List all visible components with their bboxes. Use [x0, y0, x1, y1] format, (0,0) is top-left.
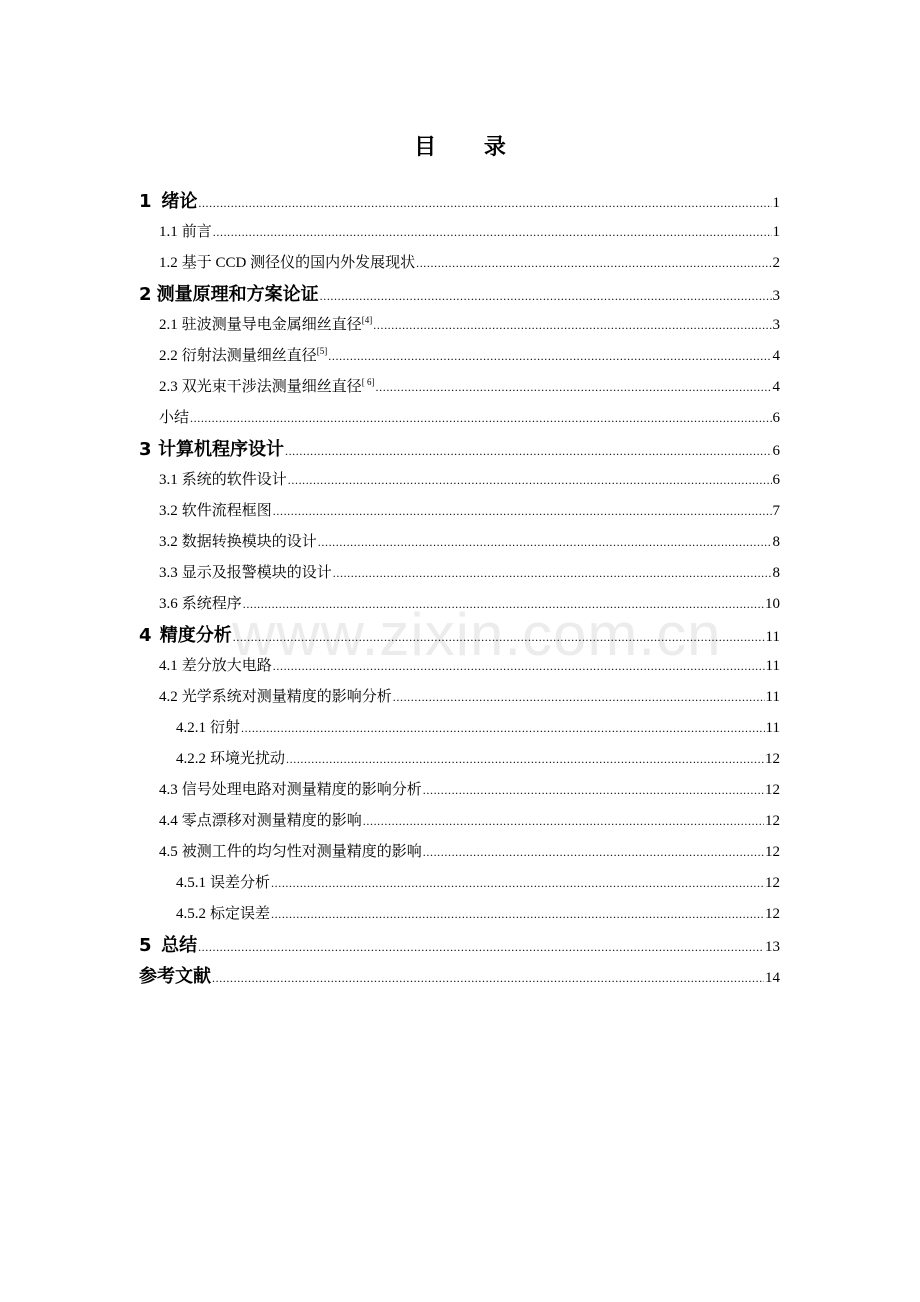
- toc-entry-title-text: 测量原理和方案论证: [156, 284, 319, 305]
- toc-entry-title: [161, 186, 197, 217]
- dot-leader: [241, 713, 765, 744]
- toc-entry-number: 4.5: [159, 844, 178, 860]
- toc-entry-title: [182, 651, 272, 682]
- toc-entry-title-text: 参考文献: [139, 966, 211, 987]
- toc-entry[interactable]: [139, 961, 780, 992]
- toc-entry-title: [210, 713, 240, 744]
- dot-leader: [213, 217, 772, 248]
- toc-entry-page-number: 13: [765, 939, 780, 955]
- toc-entry[interactable]: [139, 837, 780, 868]
- toc-entry-title-text: 误差分析: [210, 875, 271, 891]
- dot-leader: [416, 248, 771, 279]
- toc-entry[interactable]: [139, 465, 780, 496]
- toc-entry-title: [182, 496, 272, 527]
- toc-entry-title-text: 光学系统对测量精度的影响分析: [181, 689, 392, 705]
- toc-entry-number: 3.2: [159, 503, 178, 519]
- toc-entry-number: 1: [139, 191, 152, 212]
- toc-entry-title: [159, 403, 189, 434]
- toc-entry-title: [182, 465, 287, 496]
- toc-entry-title-text: 衍射法测量细丝直径: [181, 348, 317, 364]
- toc-entry[interactable]: [139, 775, 780, 806]
- toc-entry[interactable]: [139, 558, 780, 589]
- toc-entry-title-text: 双光束干涉法测量细丝直径: [181, 379, 362, 395]
- dot-leader: [333, 558, 772, 589]
- toc-entry-title: [182, 775, 422, 806]
- toc-entry[interactable]: [139, 806, 780, 837]
- dot-leader: [288, 465, 772, 496]
- toc-entry-number: 4.1: [159, 658, 178, 674]
- dot-leader: [271, 868, 764, 899]
- toc-entry-title: [182, 589, 242, 620]
- toc-entry-title: [210, 744, 285, 775]
- toc-entry-page-number: 10: [765, 596, 780, 612]
- toc-entry-page-number: 8: [772, 534, 780, 550]
- toc-entry-number: 2.1: [159, 317, 178, 333]
- toc-entry-title: [182, 527, 317, 558]
- toc-entry-page-number: 11: [765, 629, 780, 645]
- dot-leader: [273, 651, 765, 682]
- toc-entry-title: [139, 961, 211, 992]
- toc-entry-title: [182, 217, 212, 248]
- toc-entry-number: 4.3: [159, 782, 178, 798]
- toc-entry-title: [182, 558, 332, 589]
- toc-entry-title-text: 软件流程框图: [181, 503, 272, 519]
- dot-leader: [423, 837, 764, 868]
- toc-entry-title: [182, 372, 375, 403]
- toc-entry-title-text: 精度分析: [159, 625, 232, 646]
- toc-entry-page-number: 11: [765, 658, 780, 674]
- toc-entry[interactable]: [139, 589, 780, 620]
- dot-leader: [285, 436, 772, 467]
- dot-leader: [393, 682, 765, 713]
- toc-entry-title: [182, 837, 422, 868]
- dot-leader: [198, 188, 771, 219]
- toc-entry-page-number: 2: [772, 255, 780, 271]
- toc-entry[interactable]: [139, 899, 780, 930]
- toc-entry-title-text: 基于 CCD 测径仪的国内外发展现状: [181, 255, 416, 271]
- toc-entry[interactable]: [139, 651, 780, 682]
- dot-leader: [286, 744, 764, 775]
- toc-entry-number: 2.3: [159, 379, 178, 395]
- toc-entry-page-number: 1: [772, 195, 780, 211]
- toc-entry-title: [210, 868, 270, 899]
- toc-title: 目 录: [414, 135, 526, 160]
- toc-entry-title: [182, 248, 415, 279]
- dot-leader: [198, 932, 764, 963]
- toc-entry[interactable]: [139, 372, 780, 403]
- toc-entry-title-text: 绪论: [161, 191, 198, 212]
- toc-entry-title-text: 标定误差: [210, 906, 271, 922]
- toc-entry[interactable]: [139, 310, 780, 341]
- toc-entry-page-number: 12: [765, 782, 780, 798]
- dot-leader: [423, 775, 764, 806]
- toc-entry-number: 4.5.1: [176, 875, 206, 891]
- toc-entry[interactable]: [139, 527, 780, 558]
- toc-entry-page-number: 6: [772, 472, 780, 488]
- toc-entry-page-number: 3: [772, 288, 780, 304]
- toc-entry[interactable]: [139, 713, 780, 744]
- dot-leader: [318, 527, 772, 558]
- dot-leader: [190, 403, 771, 434]
- toc-entry-number: 1.1: [159, 224, 178, 240]
- toc-entry-page-number: 4: [772, 379, 780, 395]
- dot-leader: [363, 806, 764, 837]
- toc-entry-number: 5: [139, 935, 152, 956]
- toc-entry[interactable]: [139, 248, 780, 279]
- toc-list: [139, 186, 780, 992]
- dot-leader: [320, 281, 772, 312]
- toc-entry-page-number: 14: [765, 970, 780, 986]
- toc-entry-title-text: 计算机程序设计: [157, 439, 284, 460]
- dot-leader: [271, 899, 764, 930]
- toc-entry-page-number: 12: [765, 751, 780, 767]
- toc-entry-number: 2.2: [159, 348, 178, 364]
- toc-entry-title-text: 系统的软件设计: [181, 472, 287, 488]
- toc-entry-page-number: 6: [772, 410, 780, 426]
- toc-entry[interactable]: [139, 930, 780, 961]
- toc-entry-title: [182, 310, 373, 341]
- toc-entry-number: 4.4: [159, 813, 178, 829]
- toc-entry-number: 4.2.1: [176, 720, 206, 736]
- toc-entry[interactable]: [139, 403, 780, 434]
- toc-entry-page-number: 12: [765, 906, 780, 922]
- toc-entry-title: [161, 930, 197, 961]
- toc-entry-page-number: 12: [765, 813, 780, 829]
- toc-entry-number: 3.1: [159, 472, 178, 488]
- toc-entry-title-text: 总结: [161, 935, 198, 956]
- dot-leader: [376, 372, 772, 403]
- toc-entry-page-number: 1: [772, 224, 780, 240]
- toc-entry-title-text: 零点漂移对测量精度的影响: [181, 813, 362, 829]
- toc-entry[interactable]: [139, 868, 780, 899]
- dot-leader: [328, 341, 771, 372]
- toc-entry-title-text: 被测工件的均匀性对测量精度的影响: [181, 844, 422, 860]
- toc-entry-number: 4.2: [159, 689, 178, 705]
- toc-entry-number: 4.5.2: [176, 906, 206, 922]
- toc-entry-page-number: 12: [765, 844, 780, 860]
- toc-entry[interactable]: [139, 186, 780, 217]
- toc-entry-title-text: 衍射: [210, 720, 241, 736]
- toc-entry-title: [160, 620, 232, 651]
- toc-entry-title: [182, 682, 392, 713]
- toc-entry-number: 1.2: [159, 255, 178, 271]
- dot-leader: [212, 963, 764, 994]
- toc-entry-title-text: 差分放大电路: [181, 658, 272, 674]
- toc-entry[interactable]: [139, 217, 780, 248]
- toc-entry-title: [158, 434, 284, 465]
- toc-entry-page-number: 4: [772, 348, 780, 364]
- toc-entry-page-number: 6: [772, 443, 780, 459]
- toc-entry[interactable]: [139, 279, 780, 310]
- dot-leader: [273, 496, 772, 527]
- toc-entry-page-number: 11: [765, 720, 780, 736]
- toc-entry-page-number: 12: [765, 875, 780, 891]
- toc-entry[interactable]: [139, 341, 780, 372]
- toc-entry-page-number: 3: [772, 317, 780, 333]
- toc-entry[interactable]: [139, 682, 780, 713]
- toc-entry-number: 3: [139, 439, 152, 460]
- watermark: www.zixin.com.cn: [232, 601, 722, 668]
- toc-entry-page-number: 7: [772, 503, 780, 519]
- toc-entry[interactable]: [139, 744, 780, 775]
- toc-entry-title-text: 驻波测量导电金属细丝直径: [181, 317, 362, 333]
- toc-entry-number: 3.6: [159, 596, 178, 612]
- toc-entry-number: 2: [139, 284, 152, 305]
- dot-leader: [243, 589, 764, 620]
- toc-entry-title-text: 数据转换模块的设计: [181, 534, 317, 550]
- dot-leader: [233, 622, 765, 653]
- toc-entry-title: [157, 279, 319, 310]
- citation-superscript: [ 6]: [361, 377, 375, 387]
- toc-entry-number: 4.2.2: [176, 751, 206, 767]
- toc-entry-title: [182, 806, 362, 837]
- toc-entry-number: 3.3: [159, 565, 178, 581]
- toc-entry-title-text: 系统程序: [181, 596, 242, 612]
- toc-entry[interactable]: [139, 496, 780, 527]
- toc-entry-title: [182, 341, 328, 372]
- citation-superscript: [5]: [316, 346, 328, 356]
- toc-entry-page-number: 8: [772, 565, 780, 581]
- toc-entry[interactable]: [139, 434, 780, 465]
- toc-entry-title-text: 信号处理电路对测量精度的影响分析: [181, 782, 422, 798]
- toc-entry-title-text: 环境光扰动: [210, 751, 286, 767]
- toc-entry-title: [210, 899, 270, 930]
- citation-superscript: [4]: [361, 315, 373, 325]
- dot-leader: [373, 310, 771, 341]
- toc-entry-title-text: 显示及报警模块的设计: [181, 565, 332, 581]
- toc-entry-number: 4: [139, 625, 152, 646]
- toc-entry-number: 3.2: [159, 534, 178, 550]
- toc-entry-title-text: 小结: [159, 410, 190, 426]
- toc-entry-page-number: 11: [765, 689, 780, 705]
- toc-entry[interactable]: [139, 620, 780, 651]
- toc-entry-title-text: 前言: [181, 224, 212, 240]
